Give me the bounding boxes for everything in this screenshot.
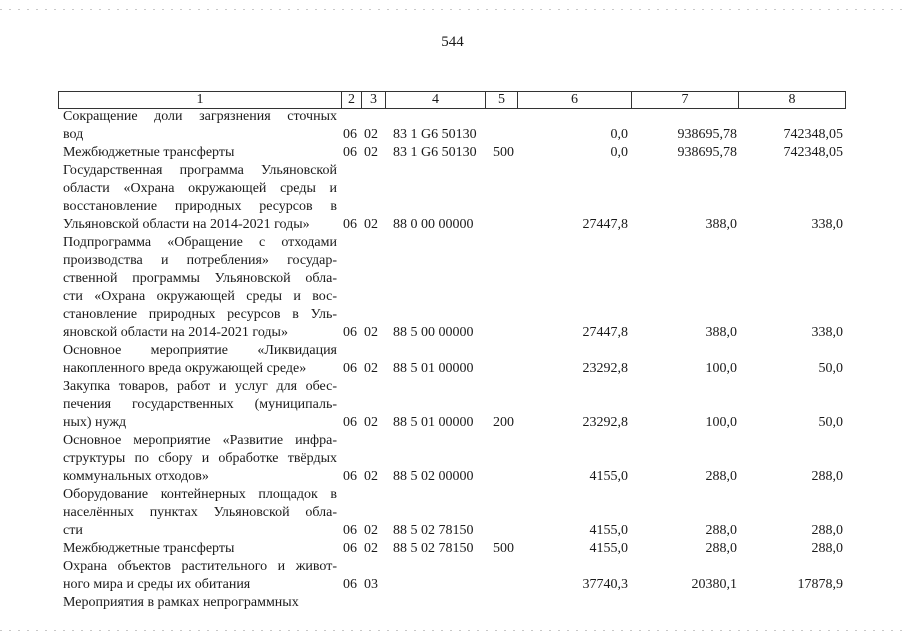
row-name-line: Основное мероприятие «Развитие инфра- — [63, 433, 337, 448]
amount-col-8: 742348,05 — [783, 127, 843, 142]
subsection-code: 02 — [364, 469, 378, 484]
header-col-2: 2 — [342, 92, 362, 108]
row-name-line: Межбюджетные трансферты — [63, 145, 235, 160]
amount-col-6: 23292,8 — [582, 361, 628, 376]
row-name-line: коммунальных отходов» — [63, 469, 209, 484]
section-code: 06 — [343, 577, 357, 592]
row-name-line: сти — [63, 523, 83, 538]
table-row — [0, 108, 905, 144]
row-name-line: Охрана объектов растительного и живот- — [63, 559, 337, 574]
target-article-code: 88 5 02 78150 — [393, 541, 474, 556]
table-row — [0, 486, 905, 540]
table-row — [0, 144, 905, 162]
section-code: 06 — [343, 541, 357, 556]
row-name-line: яновской области на 2014-2021 годы» — [63, 325, 288, 340]
row-name-line: Закупка товаров, работ и услуг для обес- — [63, 379, 337, 394]
row-name-line: становление природных ресурсов в Уль- — [63, 307, 337, 322]
target-article-code: 83 1 G6 50130 — [393, 127, 477, 142]
amount-col-8: 17878,9 — [797, 577, 843, 592]
row-name-line: сти «Охрана окружающей среды и вос- — [63, 289, 337, 304]
target-article-code: 88 5 02 78150 — [393, 523, 474, 538]
subsection-code: 02 — [364, 541, 378, 556]
target-article-code: 88 5 00 00000 — [393, 325, 474, 340]
subsection-code: 02 — [364, 127, 378, 142]
scan-artifact-top — [0, 9, 905, 10]
subsection-code: 02 — [364, 325, 378, 340]
table-row — [0, 234, 905, 342]
section-code: 06 — [343, 217, 357, 232]
section-code: 06 — [343, 469, 357, 484]
row-name-line: Сокращение доли загрязнения сточных — [63, 109, 337, 124]
table-row — [0, 378, 905, 432]
page-number: 544 — [441, 34, 464, 50]
amount-col-6: 4155,0 — [589, 523, 628, 538]
section-code: 06 — [343, 415, 357, 430]
row-name-line: ственной программы Ульяновской обла- — [63, 271, 337, 286]
row-name-line: Оборудование контейнерных площадок в — [63, 487, 337, 502]
amount-col-8: 338,0 — [811, 217, 843, 232]
subsection-code: 02 — [364, 361, 378, 376]
section-code: 06 — [343, 523, 357, 538]
table-row — [0, 342, 905, 378]
amount-col-7: 938695,78 — [677, 127, 737, 142]
amount-col-6: 4155,0 — [589, 541, 628, 556]
section-code: 06 — [343, 145, 357, 160]
amount-col-6: 0,0 — [610, 127, 628, 142]
row-name-line: восстановление природных ресурсов в — [63, 199, 337, 214]
amount-col-6: 4155,0 — [589, 469, 628, 484]
amount-col-8: 288,0 — [811, 523, 843, 538]
row-name-line: ных) нужд — [63, 415, 127, 430]
header-col-8: 8 — [788, 92, 796, 107]
scan-artifact-bottom — [0, 630, 905, 631]
subsection-code: 02 — [364, 415, 378, 430]
row-name-line: структуры по сбору и обработке твёрдых — [63, 451, 337, 466]
header-col-5: 5 — [486, 92, 518, 108]
row-name-line: вод — [63, 127, 84, 142]
header-col-7: 7 — [632, 92, 739, 108]
amount-col-8: 50,0 — [818, 361, 843, 376]
section-code: 06 — [343, 127, 357, 142]
expense-type-code: 500 — [493, 541, 514, 556]
expense-type-code: 200 — [493, 415, 514, 430]
header-col-1: 1 — [59, 92, 342, 108]
row-name-line: Межбюджетные трансферты — [63, 541, 235, 556]
amount-col-6: 0,0 — [610, 145, 628, 160]
target-article-code: 88 0 00 00000 — [393, 217, 474, 232]
amount-col-8: 338,0 — [811, 325, 843, 340]
amount-col-7: 100,0 — [705, 415, 737, 430]
subsection-code: 03 — [364, 577, 378, 592]
section-code: 06 — [343, 361, 357, 376]
amount-col-7: 288,0 — [705, 523, 737, 538]
amount-col-8: 50,0 — [818, 415, 843, 430]
amount-col-7: 288,0 — [705, 541, 737, 556]
amount-col-6: 27447,8 — [582, 217, 628, 232]
amount-col-7: 938695,78 — [677, 145, 737, 160]
row-name-line: Подпрограмма «Обращение с отходами — [63, 235, 337, 250]
target-article-code: 83 1 G6 50130 — [393, 145, 477, 160]
target-article-code: 88 5 01 00000 — [393, 361, 474, 376]
row-name-line: Основное мероприятие «Ликвидация — [63, 343, 337, 358]
row-name-line: накопленного вреда окружающей среде» — [63, 361, 307, 376]
row-name-line: ного мира и среды их обитания — [63, 577, 251, 592]
amount-col-8: 288,0 — [811, 469, 843, 484]
amount-col-8: 288,0 — [811, 541, 843, 556]
row-name-line: населённых пунктах Ульяновской обла- — [63, 505, 337, 520]
table-header-row — [58, 91, 846, 109]
target-article-code: 88 5 02 00000 — [393, 469, 474, 484]
table-row — [0, 540, 905, 558]
expense-type-code: 500 — [493, 145, 514, 160]
amount-col-8: 742348,05 — [783, 145, 843, 160]
subsection-code: 02 — [364, 523, 378, 538]
amount-col-7: 288,0 — [705, 469, 737, 484]
amount-col-6: 27447,8 — [582, 325, 628, 340]
amount-col-7: 100,0 — [705, 361, 737, 376]
row-name-line: печения государственных (муниципаль- — [63, 397, 337, 412]
table-row — [0, 594, 905, 612]
header-col-6: 6 — [518, 92, 632, 108]
table-row — [0, 162, 905, 234]
section-code: 06 — [343, 325, 357, 340]
row-name-line: Государственная программа Ульяновской — [63, 163, 337, 178]
subsection-code: 02 — [364, 145, 378, 160]
table-row — [0, 558, 905, 594]
amount-col-6: 37740,3 — [582, 577, 628, 592]
target-article-code: 88 5 01 00000 — [393, 415, 474, 430]
amount-col-7: 20380,1 — [691, 577, 737, 592]
header-col-4: 4 — [386, 92, 486, 108]
amount-col-6: 23292,8 — [582, 415, 628, 430]
row-name-line: Мероприятия в рамках непрограммных — [63, 595, 299, 610]
row-name-line: области «Охрана окружающей среды и — [63, 181, 337, 196]
header-col-3: 3 — [362, 92, 386, 108]
subsection-code: 02 — [364, 217, 378, 232]
row-name-line: производства и потребления» государ- — [63, 253, 337, 268]
row-name-line: Ульяновской области на 2014-2021 годы» — [63, 217, 310, 232]
amount-col-7: 388,0 — [705, 325, 737, 340]
amount-col-7: 388,0 — [705, 217, 737, 232]
table-row — [0, 432, 905, 486]
